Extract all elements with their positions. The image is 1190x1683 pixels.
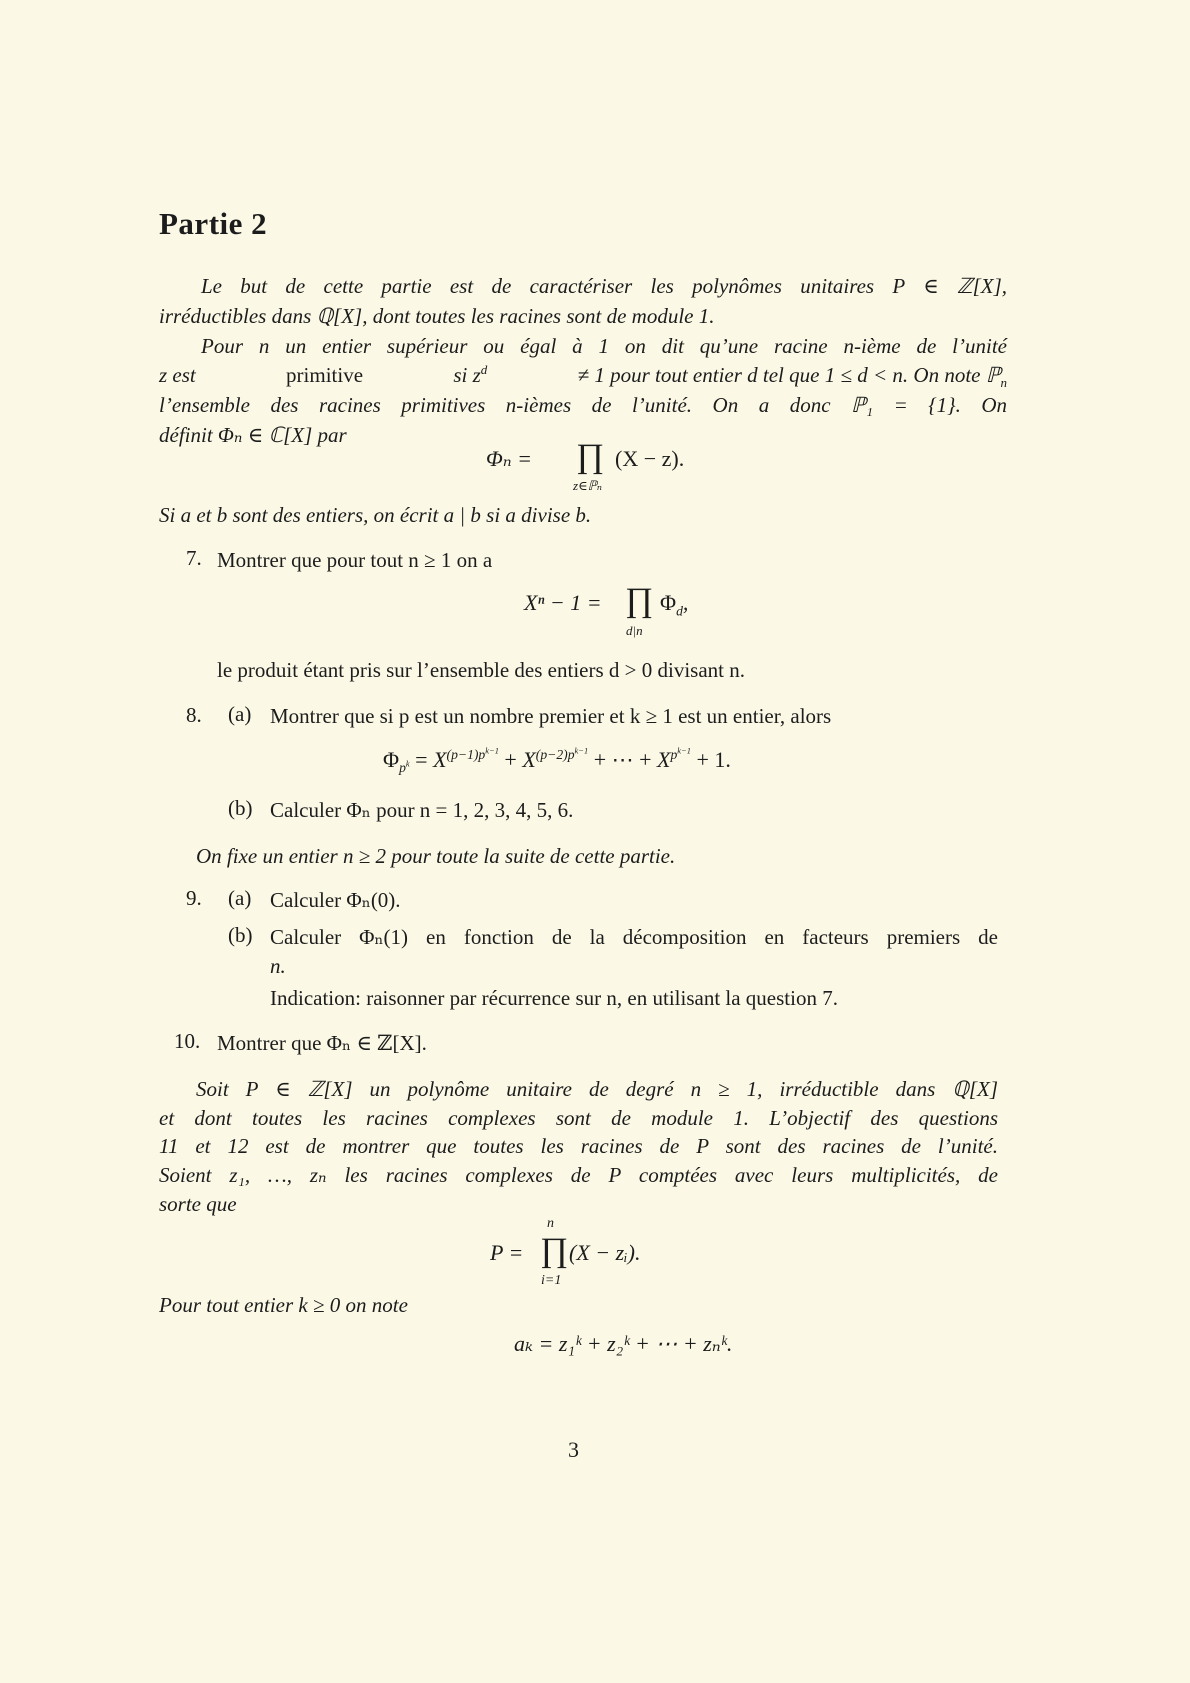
eq-P-bottom: i=1 (541, 1273, 562, 1288)
q8-eq-t3: X (657, 747, 671, 772)
q7-eq-product-sign: ∏ (625, 582, 653, 619)
q7-eq-rhs-end: , (682, 590, 689, 615)
intro-line-2: irréductibles dans ℚ[X], dont toutes les racines sont de module 1. (159, 304, 715, 328)
intro-line-7: Si a et b sont des entiers, on écrit a | b si a divise b. (159, 503, 592, 527)
intro-line-3: Pour n un entier supérieur ou égal à 1 on dit qu’une racine n-ième de l’unité (201, 334, 1007, 358)
q9b-text-1: Calculer Φₙ(1) en fonction de la décomposition en facteurs premiers de (270, 925, 998, 949)
q8-eq-t3-exp-sup: k−1 (677, 745, 691, 756)
q8-eq-lhs: Φ (383, 747, 400, 772)
q8-number: 8. (186, 703, 202, 727)
q8-eq-equals: = (415, 747, 428, 772)
q8-eq-t1-exp (447, 747, 499, 762)
outro-line-6: Pour tout entier k ≥ 0 on note (159, 1293, 408, 1317)
q10-number: 10. (174, 1029, 201, 1053)
q9b-text-2: n. (270, 954, 286, 978)
q8-eq-end: + 1. (696, 747, 731, 772)
eq-phi-index: z∈ℙₙ (573, 478, 603, 493)
q8a-label: (a) (228, 702, 252, 726)
q9-number: 9. (186, 886, 202, 910)
q7-eq-rhs (660, 590, 689, 619)
eq-phi-lhs: Φₙ = (486, 446, 533, 471)
q7-eq-lhs: Xⁿ − 1 = (524, 590, 602, 615)
intro-line-4-d-text: ≠ 1 pour tout entier d tel que 1 ≤ d < n. On note ℙ (577, 363, 1001, 387)
page-number: 3 (568, 1437, 579, 1462)
q8-eq-t1-exp-base: (p−1)p (446, 746, 486, 762)
q9b-hint: Indication: raisonner par récurrence sur n, en utilisant la question 7. (270, 986, 838, 1010)
q7-after: le produit étant pris sur l’ensemble des entiers d > 0 divisant n. (217, 658, 745, 682)
intro-line-4-d-sub: n (1000, 375, 1007, 391)
q8-eq-lhs-sub-k: k (405, 758, 410, 769)
intro-line-4-d (578, 360, 1007, 390)
q8-eq-lhs-sub-p: p (399, 760, 406, 776)
q8-eq-t2-exp (536, 747, 588, 762)
intro-line-5: l’ensemble des racines primitives n-ièmes de l’unité. On a donc ℙ₁ = {1}. On (159, 393, 1007, 417)
outro-line-1: Soit P ∈ ℤ[X] un polynôme unitaire de degré n ≥ 1, irréductible dans ℚ[X] (196, 1077, 998, 1101)
eq-P-top: n (547, 1216, 554, 1231)
intro-line-4 (159, 360, 1007, 390)
eq-a-k: aₖ = z₁ᵏ + z₂ᵏ + ⋯ + zₙᵏ. (514, 1331, 733, 1356)
q8-eq-t1-exp-sup: k−1 (485, 745, 499, 756)
section-title: Partie 2 (159, 206, 268, 241)
intro-line-4-a: z est (159, 363, 196, 387)
q8b-text: Calculer Φₙ pour n = 1, 2, 3, 4, 5, 6. (270, 798, 574, 822)
q8-eq-t3-exp (670, 747, 690, 762)
q8-eq-t3-exp-base: p (670, 746, 678, 762)
intro-line-1: Le but de cette partie est de caractériser les polynômes unitaires P ∈ ℤ[X], (201, 274, 1007, 298)
eq-P-rhs: (X − zᵢ). (569, 1240, 641, 1265)
q7-number: 7. (186, 546, 202, 570)
outro-line-5: sorte que (159, 1192, 237, 1216)
q8-eq-plus: + (504, 747, 517, 772)
intro-line-4-c (453, 360, 487, 390)
intro-line-4-primitive: primitive (286, 363, 364, 387)
q8-eq-lhs-sub (399, 760, 410, 775)
q7-eq-rhs-sub: d (676, 603, 683, 619)
outro-line-3: 11 et 12 est de montrer que toutes les racines de P sont des racines de l’unité. (159, 1134, 998, 1158)
q8-eq-t2: X (522, 747, 536, 772)
outro-line-2: et dont toutes les racines complexes sont de module 1. L’objectif des questions (159, 1106, 998, 1130)
q7-eq-index: d|n (626, 623, 643, 638)
eq-phi-product-sign: ∏ (576, 438, 604, 475)
q10-text: Montrer que Φₙ ∈ ℤ[X]. (217, 1031, 427, 1055)
fix-n-sentence: On fixe un entier n ≥ 2 pour toute la suite de cette partie. (196, 844, 676, 868)
intro-line-6: définit Φₙ ∈ ℂ[X] par (159, 423, 347, 447)
outro-line-4: Soient z₁, …, zₙ les racines complexes de P comptées avec leurs multiplicités, de (159, 1163, 998, 1187)
q7-eq-rhs-phi: Φ (660, 590, 677, 615)
eq-P-product-sign: ∏ (540, 1232, 568, 1269)
q8-eq-t2-exp-sup: k−1 (574, 745, 589, 756)
q8-equation (383, 745, 731, 776)
intro-line-4-c-sup: d (480, 362, 488, 377)
intro-line-4-c-text: si z (453, 363, 481, 387)
q8b-label: (b) (228, 796, 253, 820)
q8a-text: Montrer que si p est un nombre premier et k ≥ 1 est un entier, alors (270, 704, 832, 728)
equation-phi-definition (486, 446, 532, 472)
q8-eq-dots: + ⋯ + (593, 747, 652, 772)
q9a-text: Calculer Φₙ(0). (270, 888, 401, 912)
eq-phi-rhs-text: (X − z). (615, 446, 685, 471)
q8-eq-t1: X (433, 747, 447, 772)
q9b-label: (b) (228, 923, 253, 947)
q9a-label: (a) (228, 886, 252, 910)
eq-phi-rhs (615, 446, 684, 472)
eq-P-lhs: P = (490, 1240, 524, 1265)
q8-eq-t2-exp-base: (p−2)p (535, 746, 575, 762)
q7-text: Montrer que pour tout n ≥ 1 on a (217, 548, 493, 572)
